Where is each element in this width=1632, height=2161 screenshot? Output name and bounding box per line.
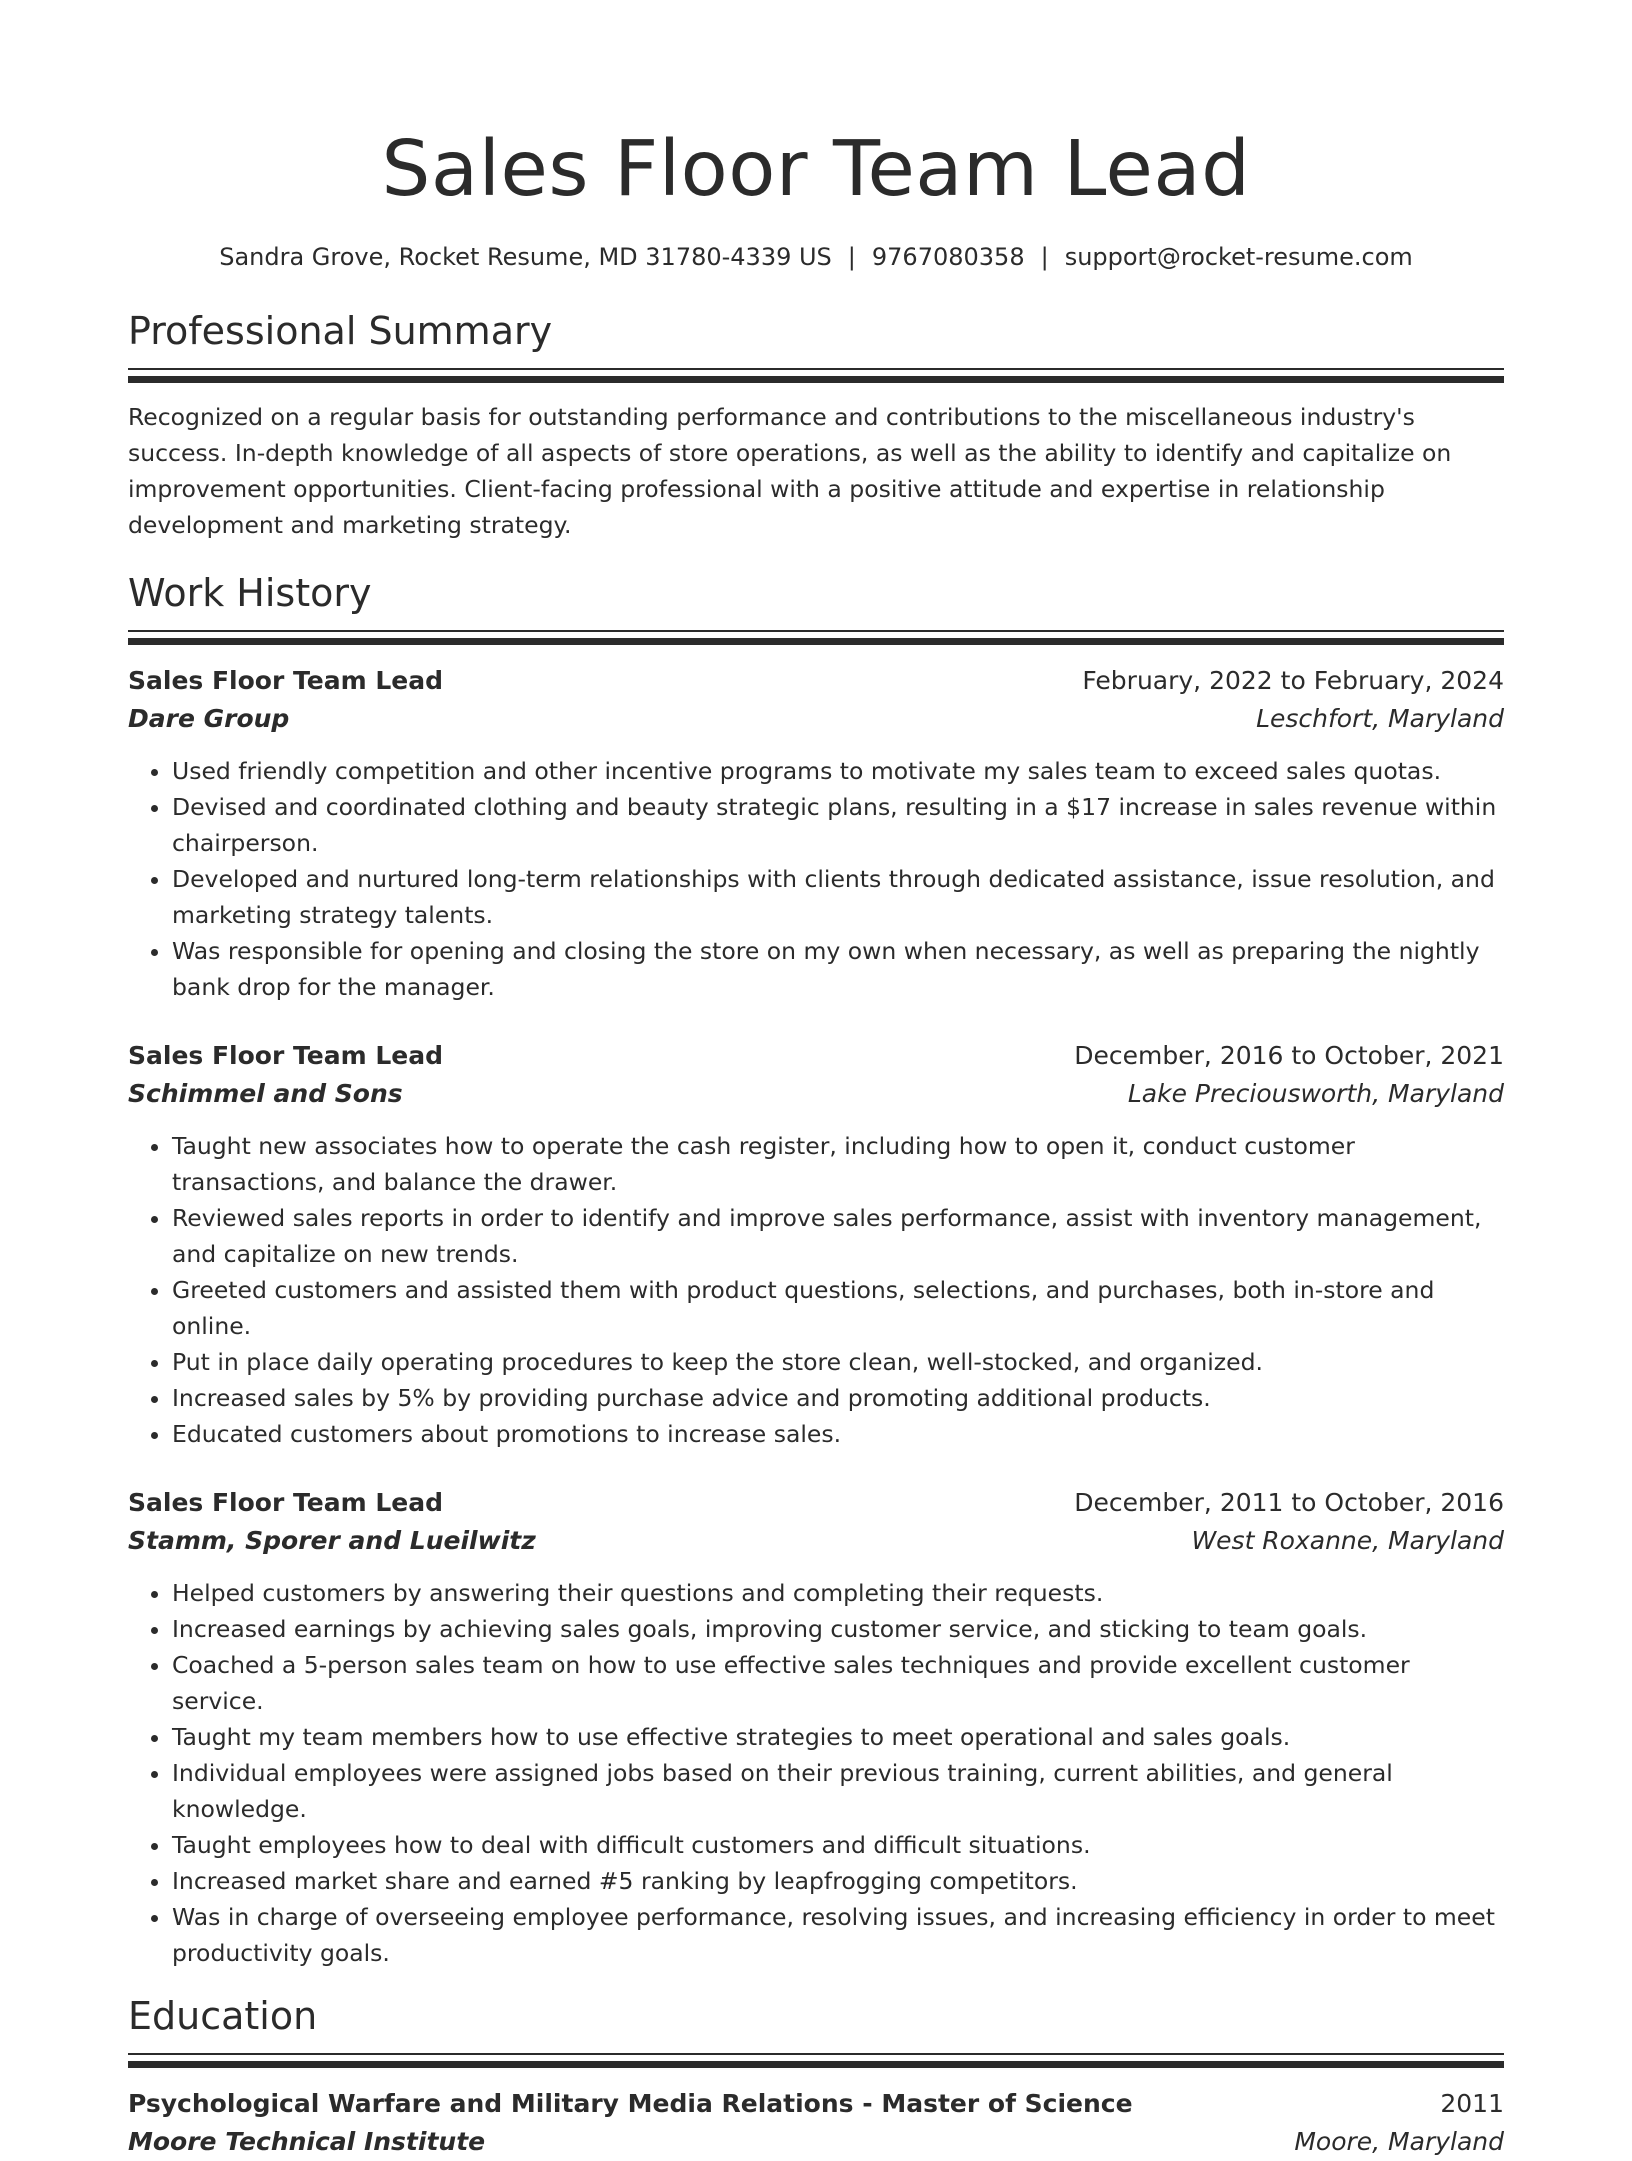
job-location: Leschfort, Maryland xyxy=(1256,704,1504,733)
list-item: • Taught employees how to deal with difficult customers and difficult situations. xyxy=(172,1827,1504,1863)
section-heading-summary: Professional Summary xyxy=(128,309,553,353)
list-item: • Increased market share and earned #5 ranking by leapfrogging competitors. xyxy=(172,1863,1504,1899)
education-degree: Psychological Warfare and Military Media Relations - Master of Science xyxy=(128,2089,1133,2118)
job-company: Dare Group xyxy=(128,704,290,733)
section-heading-education: Education xyxy=(128,1994,318,2038)
section-rule xyxy=(128,630,1504,632)
job-bullets xyxy=(128,753,1504,1005)
list-item: • Used friendly competition and other incentive programs to motivate my sales team to exceed sales quotas. xyxy=(172,753,1504,789)
list-item: • Taught my team members how to use effective strategies to meet operational and sales goals. xyxy=(172,1719,1504,1755)
list-item: • Greeted customers and assisted them with product questions, selections, and purchases, both in-store and online. xyxy=(172,1272,1504,1344)
job-dates: December, 2016 to October, 2021 xyxy=(1074,1041,1504,1070)
section-heading-work: Work History xyxy=(128,571,372,615)
education-location: Moore, Maryland xyxy=(1294,2127,1504,2156)
contact-email: support@rocket-resume.com xyxy=(1064,243,1413,271)
contact-separator: | xyxy=(847,243,856,271)
job-bullets xyxy=(128,1575,1504,1971)
resume-title: Sales Floor Team Lead xyxy=(381,125,1251,214)
job-location: Lake Preciousworth, Maryland xyxy=(1127,1079,1504,1108)
job-entry xyxy=(128,1484,1504,1971)
section-rule xyxy=(128,368,1504,370)
job-location: West Roxanne, Maryland xyxy=(1191,1526,1504,1555)
resume-page xyxy=(128,0,1504,2161)
list-item: • Was responsible for opening and closing the store on my own when necessary, as well as preparing the nightly bank drop for the manager. xyxy=(172,933,1504,1005)
job-company: Stamm, Sporer and Lueilwitz xyxy=(128,1526,536,1555)
list-item: • Individual employees were assigned jobs based on their previous training, current abilities, and general knowledge. xyxy=(172,1755,1504,1827)
contact-phone: 9767080358 xyxy=(871,243,1025,271)
list-item: • Developed and nurtured long-term relationships with clients through dedicated assistance, issue resolution, and marketing strategy talents. xyxy=(172,861,1504,933)
education-school: Moore Technical Institute xyxy=(128,2127,486,2156)
list-item: • Increased sales by 5% by providing purchase advice and promoting additional products. xyxy=(172,1380,1504,1416)
list-item: • Taught new associates how to operate the cash register, including how to open it, conduct customer transactions, and balance the drawer. xyxy=(172,1128,1504,1200)
summary-section xyxy=(128,306,1504,543)
job-title: Sales Floor Team Lead xyxy=(128,666,443,695)
contact-address: Sandra Grove, Rocket Resume, MD 31780-4339 US xyxy=(219,243,832,271)
section-rule-thick xyxy=(128,638,1504,645)
list-item: • Was in charge of overseeing employee performance, resolving issues, and increasing efficiency in order to meet productivity goals. xyxy=(172,1899,1504,1971)
section-rule xyxy=(128,2053,1504,2055)
education-year: 2011 xyxy=(1440,2089,1504,2118)
section-rule-thick xyxy=(128,376,1504,383)
education-entry xyxy=(128,2085,1504,2161)
job-dates: February, 2022 to February, 2024 xyxy=(1082,666,1504,695)
summary-text: Recognized on a regular basis for outstanding performance and contributions to the miscellaneous industry's success. In-depth knowledge of all aspects of store operations, as well as the ability to identify and capitalize on improvement opportunities. Client-facing professional with a positive attitude and expertise in relationship development and marketing strategy. xyxy=(128,403,1452,539)
list-item: • Helped customers by answering their questions and completing their requests. xyxy=(172,1575,1504,1611)
work-section xyxy=(128,568,1504,1971)
job-title: Sales Floor Team Lead xyxy=(128,1041,443,1070)
list-item: • Devised and coordinated clothing and beauty strategic plans, resulting in a $17 increase in sales revenue within chairperson. xyxy=(172,789,1504,861)
list-item: • Increased earnings by achieving sales goals, improving customer service, and sticking to team goals. xyxy=(172,1611,1504,1647)
list-item: • Put in place daily operating procedures to keep the store clean, well-stocked, and organized. xyxy=(172,1344,1504,1380)
contact-separator: | xyxy=(1040,243,1049,271)
job-company: Schimmel and Sons xyxy=(128,1079,403,1108)
job-entry xyxy=(128,662,1504,1005)
section-rule-thick xyxy=(128,2061,1504,2068)
list-item: • Coached a 5-person sales team on how to use effective sales techniques and provide excellent customer service. xyxy=(172,1647,1504,1719)
list-item: • Educated customers about promotions to increase sales. xyxy=(172,1416,1504,1452)
job-bullets xyxy=(128,1128,1504,1452)
contact-line xyxy=(128,240,1504,274)
job-entry xyxy=(128,1037,1504,1452)
job-dates: December, 2011 to October, 2016 xyxy=(1074,1488,1504,1517)
list-item: • Reviewed sales reports in order to identify and improve sales performance, assist with inventory management, and capitalize on new trends. xyxy=(172,1200,1504,1272)
education-section xyxy=(128,1991,1504,2161)
job-title: Sales Floor Team Lead xyxy=(128,1488,443,1517)
